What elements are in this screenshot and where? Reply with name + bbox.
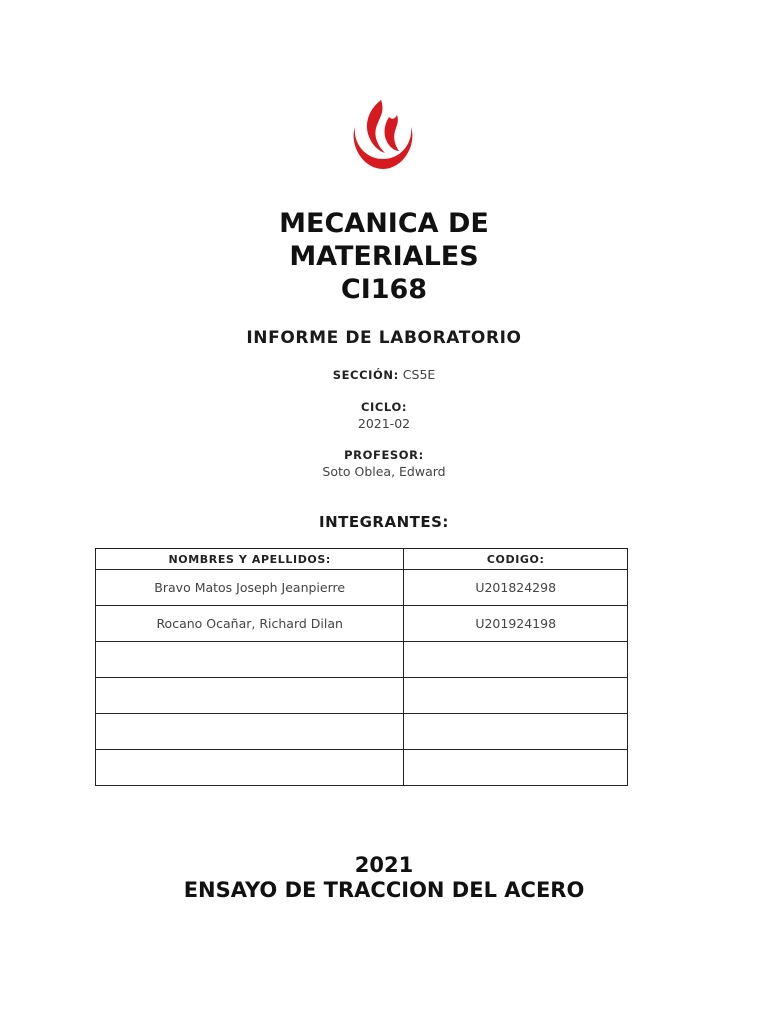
upc-flame-logo [347,97,419,171]
member-code [404,714,628,750]
member-name [96,642,404,678]
report-year: 2021 [354,853,414,877]
course-title-line-2: MATERIALES [289,241,479,272]
member-code: U201824298 [404,570,628,606]
member-code [404,642,628,678]
table-row [96,606,628,642]
member-name [96,714,404,750]
section-value: CS5E [402,367,436,382]
cycle-value: 2021-02 [357,416,411,431]
members-heading: INTEGRANTES: [319,513,449,531]
report-title: ENSAYO DE TRACCION DEL ACERO [183,878,585,902]
professor-value: Soto Oblea, Edward [322,464,446,479]
table-row [96,750,628,786]
member-name: Rocano Ocañar, Richard Dilan [96,606,404,642]
logo-flame-left [367,100,385,153]
member-name [96,678,404,714]
logo-outer-ring [354,127,413,169]
header-code: CODIGO: [404,549,628,570]
cycle-label: CICLO: [360,400,408,414]
professor-label: PROFESOR: [344,448,424,462]
course-title-line-1: MECANICA DE [279,208,489,239]
table-row [96,570,628,606]
section-label: SECCIÓN: [332,368,399,382]
member-code [404,750,628,786]
header-names: NOMBRES Y APELLIDOS: [96,549,404,570]
section-row [0,367,768,382]
member-name [96,750,404,786]
logo-flame-right [385,115,400,151]
course-code: CI168 [340,274,428,305]
members-table-header [96,549,628,570]
report-type: INFORME DE LABORATORIO [246,328,522,348]
table-row [96,678,628,714]
member-name: Bravo Matos Joseph Jeanpierre [96,570,404,606]
table-row [96,714,628,750]
member-code: U201924198 [404,606,628,642]
table-row [96,642,628,678]
member-code [404,678,628,714]
members-table [95,548,628,786]
